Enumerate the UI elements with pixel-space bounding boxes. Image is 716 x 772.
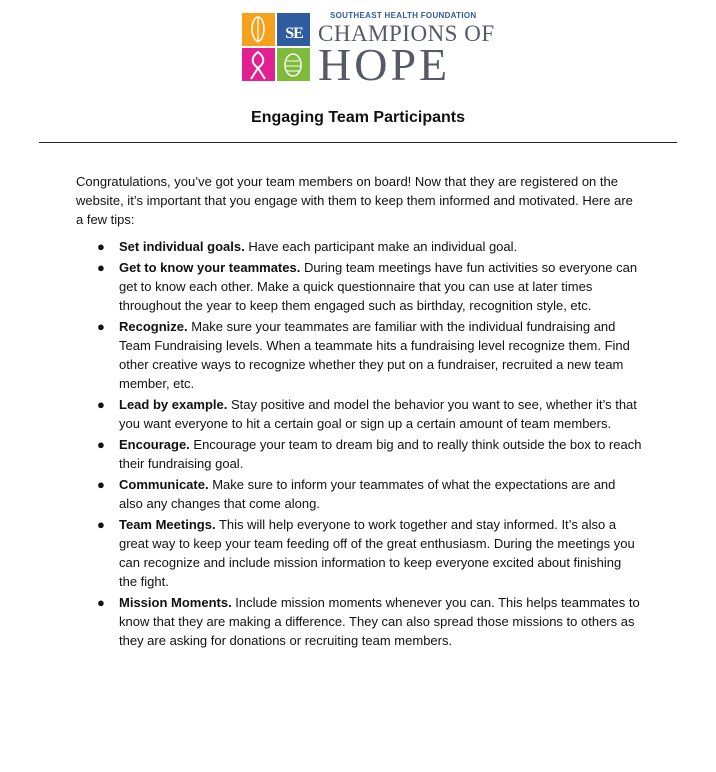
tip-term: Get to know your teammates.	[119, 260, 301, 275]
ribbon-icon	[242, 48, 275, 81]
bullet-icon: ●	[97, 239, 105, 254]
logo-square-orange	[242, 13, 275, 46]
bullet-icon: ●	[97, 260, 105, 275]
tip-text: Encourage your team to dream big and to really think outside the box to reach their fundraising goal.	[119, 437, 642, 471]
tip-term: Set individual goals.	[119, 239, 245, 254]
horizontal-divider	[39, 142, 677, 143]
pinecone-icon	[277, 48, 310, 81]
intro-paragraph: Congratulations, you’ve got your team members on board! Now that they are registered on the website, it’s important that you engage with them to keep them informed and motivated. Here are a few tips:	[76, 174, 633, 227]
tip-item	[76, 395, 642, 433]
tip-item	[76, 475, 642, 513]
logo-hope: HOPE	[318, 39, 451, 90]
tip-item	[76, 435, 642, 473]
logo-title: CHAMPIONS OF	[318, 21, 495, 46]
tip-term: Mission Moments.	[119, 595, 232, 610]
logo-square-green	[277, 48, 310, 81]
bullet-icon: ●	[97, 437, 105, 452]
tip-item	[76, 515, 642, 591]
tip-text: Make sure to inform your teammates of what the expectations are and also any changes that come along.	[119, 477, 616, 511]
logo-organization-name: SOUTHEAST HEALTH FOUNDATION	[330, 11, 477, 20]
bullet-icon: ●	[97, 595, 105, 610]
tip-term: Team Meetings.	[119, 517, 216, 532]
logo-emblem	[242, 13, 310, 81]
logo-square-pink	[242, 48, 275, 81]
bullet-icon: ●	[97, 319, 105, 334]
foundation-logo	[242, 10, 495, 90]
tip-text: Stay positive and model the behavior you want to see, whether it’s that you want everyone to hit a certain goal or sign up a certain amount of team members.	[119, 397, 637, 431]
tip-term: Recognize.	[119, 319, 188, 334]
document-body	[76, 172, 642, 652]
tip-term: Communicate.	[119, 477, 209, 492]
tips-list	[76, 237, 642, 650]
tip-item	[76, 593, 642, 650]
bullet-icon: ●	[97, 517, 105, 532]
tip-item	[76, 317, 642, 393]
page-title: Engaging Team Participants	[251, 109, 465, 126]
bullet-icon: ●	[97, 477, 105, 492]
tip-term: Encourage.	[119, 437, 190, 452]
tip-text: During team meetings have fun activities so everyone can get to know each other. Make a quick questionnaire that you can use at later times throughout the year to keep them engaged such as birthday, recognition style, etc.	[119, 260, 638, 313]
bullet-icon: ●	[97, 397, 105, 412]
tip-text: Have each participant make an individual goal.	[244, 239, 518, 254]
tip-item	[76, 258, 642, 315]
tip-item	[76, 237, 642, 256]
tip-text: Make sure your teammates are familiar with the individual fundraising and Team Fundraising levels. When a teammate hits a fundraising level recognize them. Find other creative ways to recognize whether they put on a fundraiser, recruited a new team member, etc.	[119, 319, 630, 391]
tip-text: Include mission moments whenever you can. This helps teammates to know that they are making a difference. They can also spread those missions to others as they are asking for donations or recruiting team members.	[119, 595, 640, 648]
tip-text: This will help everyone to work together and stay informed. It’s also a great way to keep your team feeding off of the great enthusiasm. During the meetings you can recognize and include mission information to keep everyone excited about finishing the fight.	[119, 517, 635, 589]
wheat-icon	[242, 13, 275, 46]
logo-monogram: SE	[285, 25, 303, 42]
tip-term: Lead by example.	[119, 397, 228, 412]
